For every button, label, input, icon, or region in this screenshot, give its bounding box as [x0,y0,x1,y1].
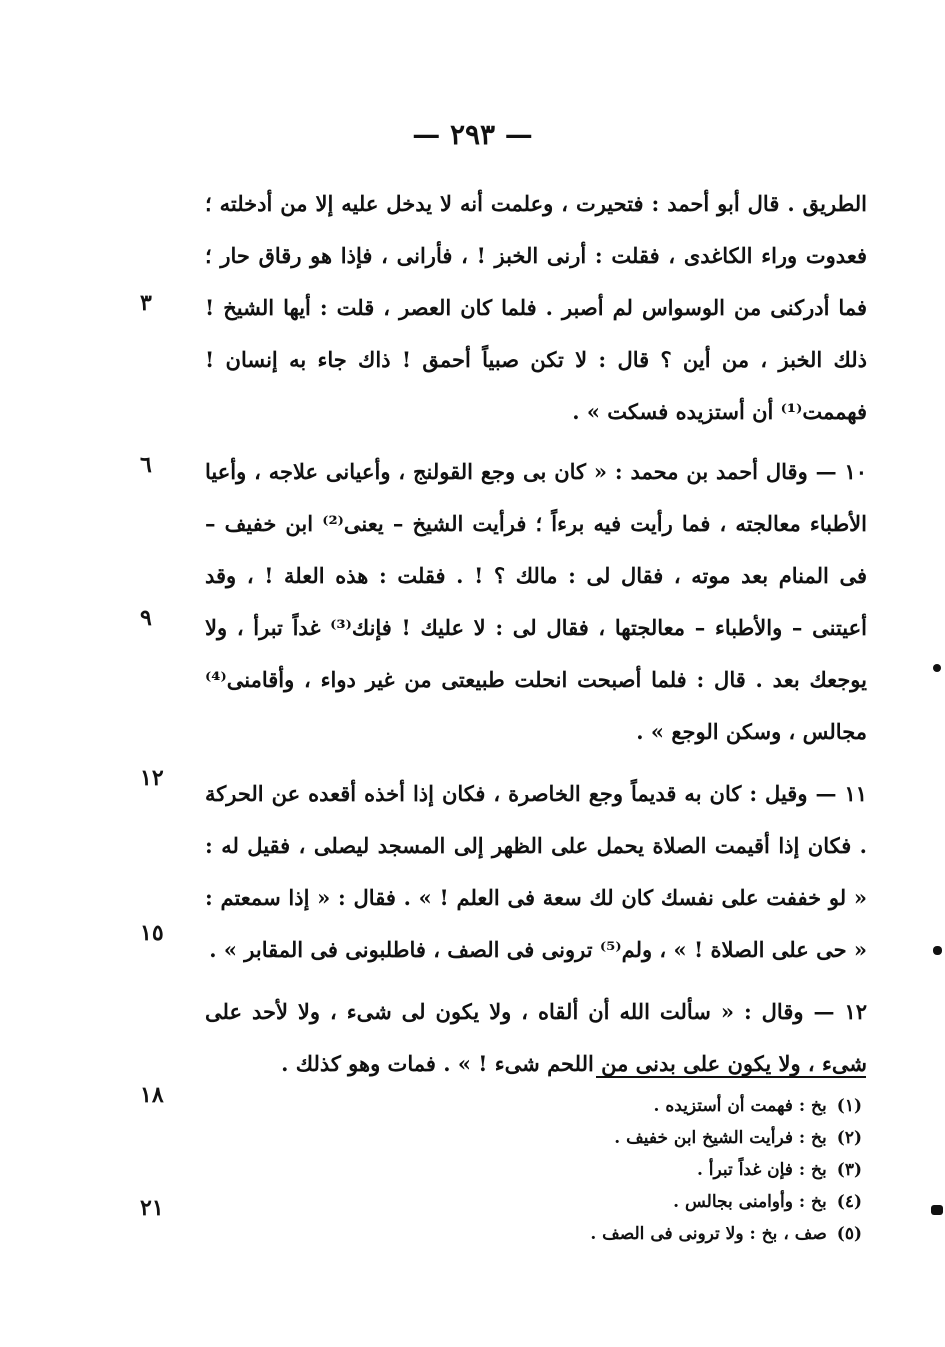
paragraph: ١٢ — وقال : « سألت الله أن ألقاه ، ولا يكون لى شىء ، ولا لأحد على شىء ، ولا يكون على بدنى من اللحم شىء ! » . فمات وهو كذلك . [205,999,867,1076]
footnote-number: (٤) [836,1192,862,1212]
scan-mark [933,664,941,672]
paragraph: الطريق . قال أبو أحمد : فتحيرت ، وعلمت أنه لا يدخل عليه إلا من أدخلته ؛ فعدوت وراء الكاغدى ، فقلت : أرنى الخبز ! ، فأرانى ، فإذا هو رقاق حار ؛ فما أدركنى من الوسواس لم أصبر . فلما كان العصر ، قلت : أيها الشيخ ! ذلك الخبز ، من أين ؟ قال : لا تكن صبياً أحمق ! ذاك جاء به إنسان ! فهممت⁽¹⁾ أن أستزيده فسكت » . [205,191,867,424]
footnote-text: بخ : وأوامنى بجالس . [673,1192,827,1212]
footnote-text: بخ : فإن غداً تبرأ . [696,1160,827,1180]
body-text [205,178,867,1100]
footnote-text: بخ : فهمت أن أستزيده . [653,1096,827,1116]
line-number: ٢١ [140,1195,164,1221]
footnote [540,1154,862,1186]
footnote [540,1122,862,1154]
scan-mark [933,946,942,955]
paragraph: ١١ — وقيل : كان به قديماً وجع الخاصرة ، فكان إذا أخذه أقعده عن الحركة . فكان إذا أقيمت الصلاة يحمل على الظهر إلى المسجد ليصلى ، فقيل له : « لو خففت على نفسك كان لك سعة فى العلم ! » . فقال : « إذا سمعتم : « حى على الصلاة ! » ، ولم⁽⁵⁾ ترونى فى الصف ، فاطلبونى فى المقابر » . [205,781,867,962]
footnote-text: صف ، بخ : ولا ترونى فى الصف . [590,1224,827,1244]
footnote [540,1186,862,1218]
footnote-text: بخ : فرأيت الشيخ ابن خفيف . [614,1128,827,1148]
footnote-number: (٣) [836,1160,862,1180]
line-number: ٣ [140,290,152,316]
page-number: — ٢٩٣ — [412,118,533,151]
line-number: ٦ [140,452,152,478]
footnotes [540,1090,862,1250]
line-number: ١٢ [140,765,164,791]
margin-line-numbers [140,0,180,1347]
footnote-number: (٢) [836,1128,862,1148]
footnote [540,1218,862,1250]
line-number: ٩ [140,605,152,631]
footnote-number: (٥) [836,1224,862,1244]
scan-mark [931,1205,943,1215]
footnote [540,1090,862,1122]
line-number: ١٥ [140,920,164,946]
footnote-number: (١) [836,1096,862,1116]
paragraph: ١٠ — وقال أحمد بن محمد : « كان بى وجع القولنج ، وأعيانى علاجه ، وأعيا الأطباء معالجته ، فما رأيت فيه برءاً ؛ فرأيت الشيخ – يعنى⁽²⁾ ابن خفيف – فى المنام بعد موته ، فقال لى : مالك ؟ ! . فقلت : هذه العلة ! ، وقد أعيتنى – والأطباء – معالجتها ، فقال لى : لا عليك ! فإنك⁽³⁾ غداً تبرأ ، ولا يوجعك بعد . قال : فلما أصبحت انحلت طبيعتى من غير دواء ، وأقامنى⁽⁴⁾ مجالس ، وسكن الوجع » . [205,459,868,744]
line-number: ١٨ [140,1082,164,1108]
footnote-divider [596,1076,866,1078]
